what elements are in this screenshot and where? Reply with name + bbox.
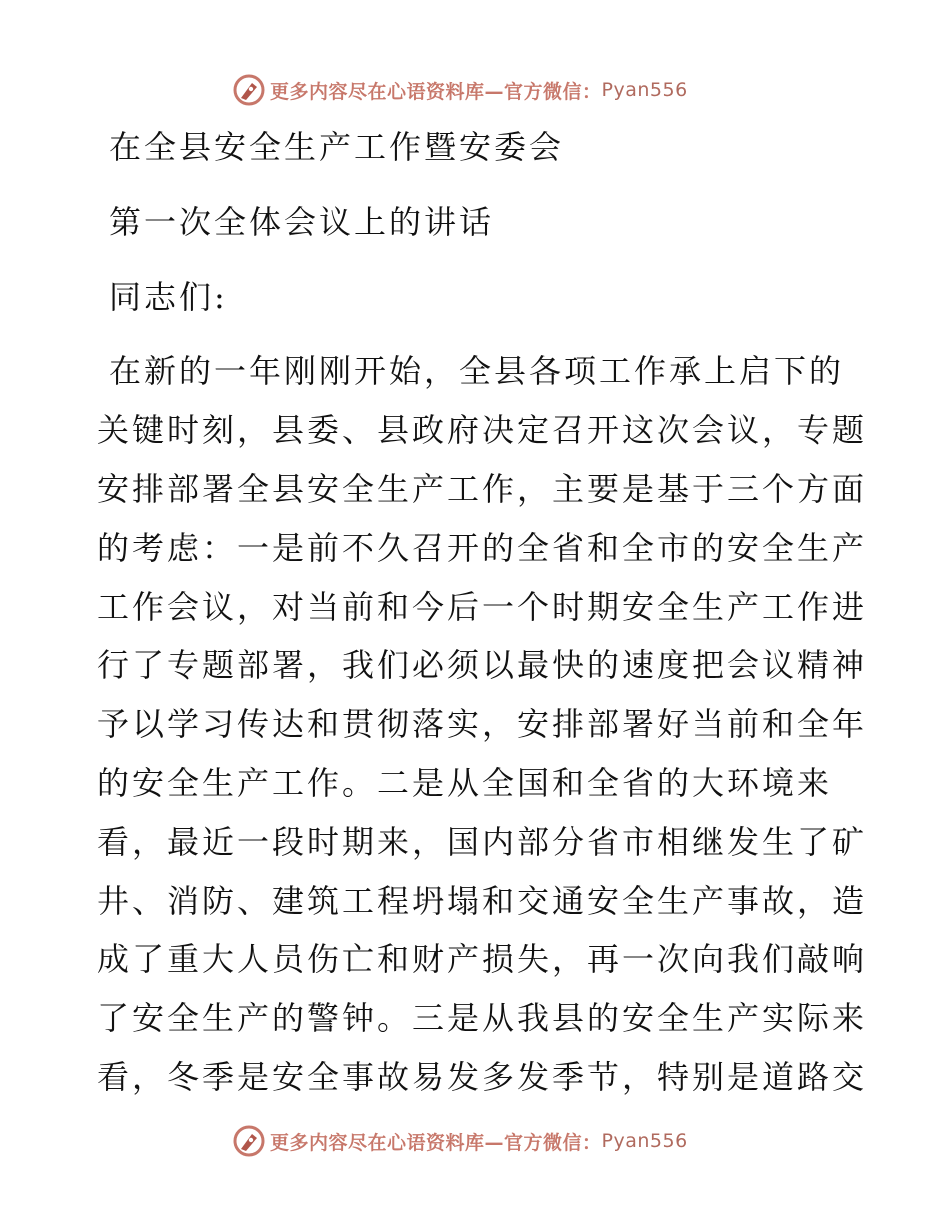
paragraph-line: 井、消防、建筑工程坍塌和交通安全生产事故，造 [97, 881, 868, 920]
paragraph-line: 了安全生产的警钟。三是从我县的安全生产实际来 [97, 999, 868, 1038]
salutation: 同志们: [109, 277, 228, 316]
paragraph-line: 安排部署全县安全生产工作，主要是基于三个方面 [97, 469, 868, 508]
title-line-2: 第一次全体会议上的讲话 [109, 202, 495, 241]
watermark-account: Pyan556 [601, 79, 688, 101]
paragraph-line: 予以学习传达和贯彻落实，安排部署好当前和全年 [97, 705, 868, 744]
paragraph-line: 工作会议，对当前和今后一个时期安全生产工作进 [97, 587, 868, 626]
paragraph-line: 看，冬季是安全事故易发多发季节，特别是道路交 [97, 1057, 868, 1096]
paragraph-line: 关键时刻，县委、县政府决定召开这次会议，专题 [97, 411, 868, 450]
paragraph-line: 看，最近一段时期来，国内部分省市相继发生了矿 [97, 822, 868, 861]
paragraph-line: 的考虑：一是前不久召开的全省和全市的安全生产 [97, 528, 868, 567]
paragraph-line: 成了重大人员伤亡和财产损失，再一次向我们敲响 [97, 940, 868, 979]
paragraph-line: 行了专题部署，我们必须以最快的速度把会议精神 [97, 646, 868, 685]
paragraph-line: 的安全生产工作。二是从全国和全省的大环境来 [97, 763, 833, 802]
watermark-text: 更多内容尽在心语资料库—官方微信： [270, 1131, 602, 1154]
pen-nib-circle-icon [232, 1124, 266, 1158]
title-line-1: 在全县安全生产工作暨安委会 [109, 128, 565, 166]
pen-nib-circle-icon [232, 73, 266, 107]
watermark-banner-bottom [232, 1121, 688, 1161]
paragraph [97, 342, 868, 1106]
watermark-text: 更多内容尽在心语资料库—官方微信： [270, 80, 602, 103]
paragraph-line: 在新的一年刚刚开始，全县各项工作承上启下的 [109, 352, 845, 391]
watermark-banner-top [232, 70, 688, 110]
watermark-account: Pyan556 [601, 1130, 688, 1152]
document-body [97, 118, 868, 1107]
